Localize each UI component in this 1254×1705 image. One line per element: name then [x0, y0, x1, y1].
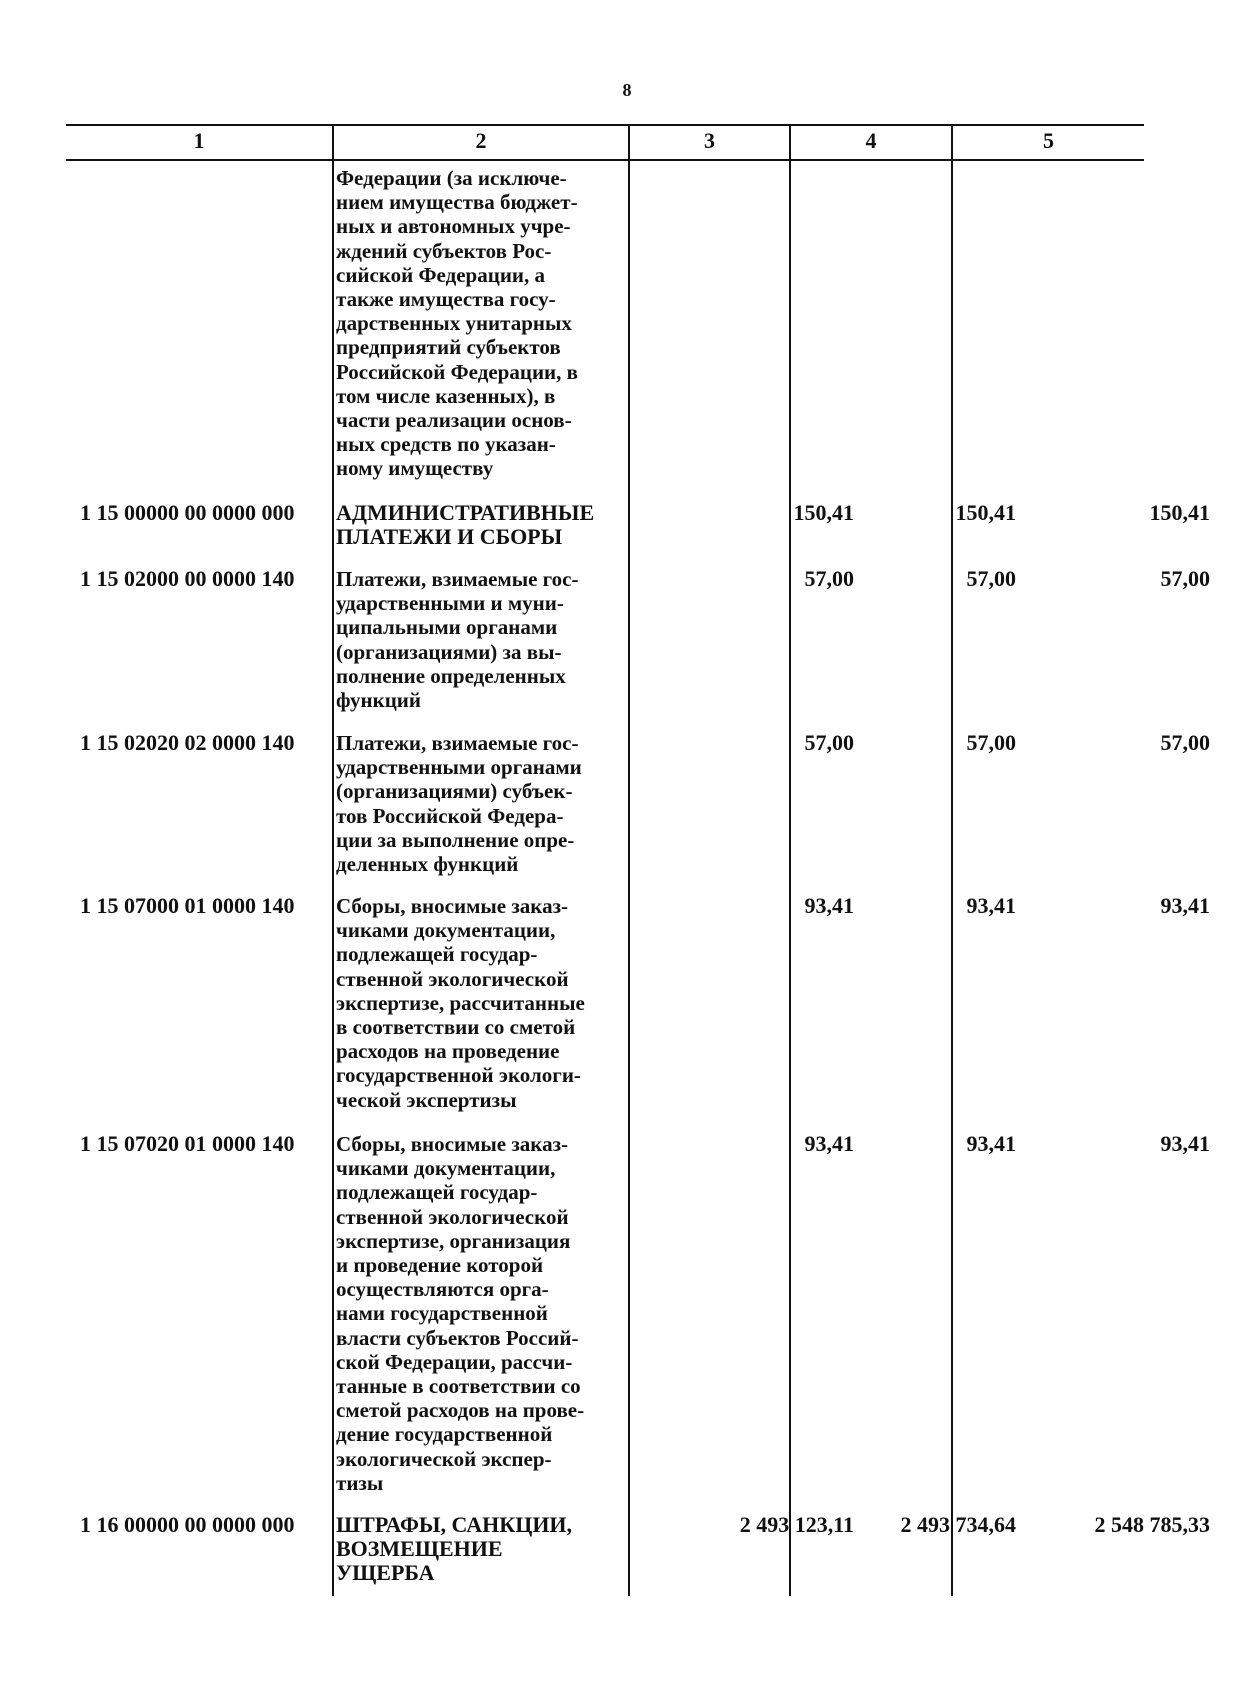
col-divider-3-4 [789, 124, 791, 1596]
row-value-col4: 57,00 [966, 566, 1016, 591]
row-value-col3: 150,41 [793, 500, 854, 525]
header-col-4: 4 [865, 128, 877, 153]
row-value-col3: 93,41 [804, 893, 854, 918]
row-description: Сборы, вносимые заказ- чиками документации, подлежащей государ- ственной экологической экспертизе, организация и проведение которой осуществляются орга- нами государственной власти субъектов Россий- ской Федерации, рассчи- танные в соответствии со сметой расходов на прове- дение государственной экологической экспер- тизы [336, 1132, 585, 1495]
row-code: 1 15 02000 00 0000 140 [80, 566, 295, 591]
col-divider-1-2 [332, 124, 334, 1596]
row-code: 1 15 00000 00 0000 000 [80, 500, 295, 525]
row-value-col5: 57,00 [1160, 730, 1210, 755]
header-col-3: 3 [704, 128, 715, 153]
row-value-col4: 93,41 [966, 1131, 1016, 1156]
row-code: 1 15 07000 01 0000 140 [80, 893, 295, 918]
row-value-col4: 57,00 [966, 730, 1016, 755]
row-value-col5: 93,41 [1160, 893, 1210, 918]
row-value-col4: 93,41 [966, 893, 1016, 918]
header-col-5: 5 [1043, 128, 1054, 153]
row-value-col4: 2 493 734,64 [900, 1512, 1016, 1537]
row-value-col4: 150,41 [955, 500, 1016, 525]
row-description: Федерации (за исключе- нием имущества бюджет- ных и автономных учре- ждений субъектов Рос- сийской Федерации, а также имущества госу- дарственных унитарных предприятий субъектов Российской Федерации, в том числе казенных), в части реализации основ- ных средств по указан- ному имуществу [336, 166, 578, 481]
header-col-1: 1 [193, 128, 205, 153]
row-value-col3: 93,41 [804, 1131, 854, 1156]
row-description: ШТРАФЫ, САНКЦИИ, ВОЗМЕЩЕНИЕ УЩЕРБА [336, 1512, 573, 1585]
row-description: Платежи, взимаемые гос- ударственными и муни- ципальными органами (организациями) за вы- полнение определенных функций [336, 567, 579, 713]
row-code: 1 16 00000 00 0000 000 [80, 1512, 295, 1537]
row-value-col3: 57,00 [804, 566, 854, 591]
row-description: Сборы, вносимые заказ- чиками документации, подлежащей государ- ственной экологической экспертизе, рассчитанные в соответствии со сметой расходов на проведение государственной экологи- ческой экспертизы [336, 894, 585, 1112]
row-value-col5: 150,41 [1149, 500, 1210, 525]
table-top-rule [66, 124, 1144, 126]
row-value-col5: 57,00 [1160, 566, 1210, 591]
row-description: АДМИНИСТРАТИВНЫЕ ПЛАТЕЖИ И СБОРЫ [336, 500, 595, 549]
col-divider-2-3 [628, 124, 630, 1596]
col-divider-4-5 [951, 124, 953, 1596]
row-value-col5: 2 548 785,33 [1094, 1512, 1210, 1537]
page-number: 8 [622, 80, 632, 100]
row-code: 1 15 07020 01 0000 140 [80, 1131, 295, 1156]
header-bottom-rule [66, 159, 1144, 161]
row-code: 1 15 02020 02 0000 140 [80, 730, 295, 755]
header-col-2: 2 [475, 128, 487, 153]
row-value-col5: 93,41 [1160, 1131, 1210, 1156]
row-value-col3: 57,00 [804, 730, 854, 755]
row-value-col3: 2 493 123,11 [739, 1512, 854, 1537]
row-description: Платежи, взимаемые гос- ударственными органами (организациями) субъек- тов Российской Федера- ции за выполнение опре- деленных функций [336, 731, 582, 877]
